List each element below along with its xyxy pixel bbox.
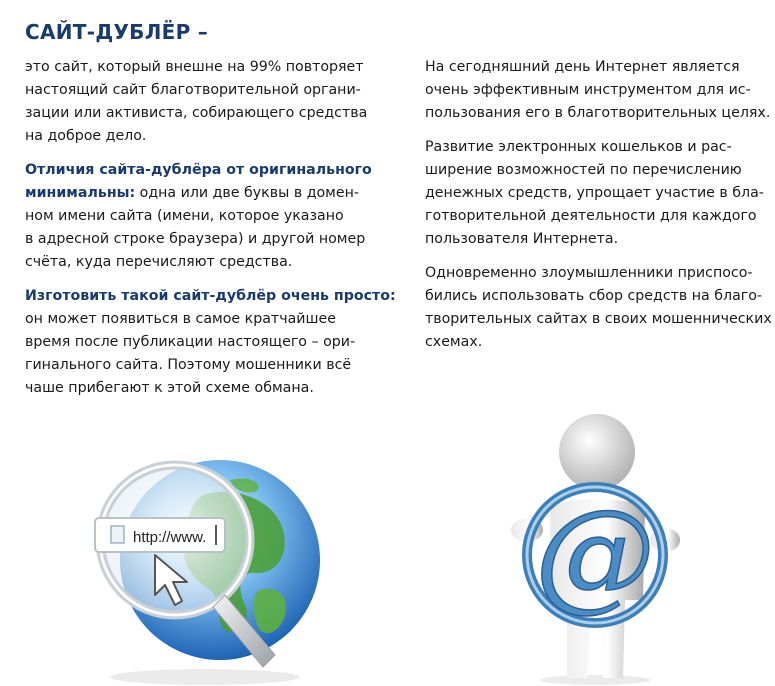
internet-paragraph: На сегодняшний день Интернет является очень эффективным инструментом для ис- пользования его в благотворительных целях. <box>425 59 771 121</box>
person-head <box>559 414 635 490</box>
wallets-paragraph: Развитие электронных кошельков и рас- ширение возможностей по перечислению денежных средств, упрощает участие в бла- готворительной деятельности для каждого пользователя Интернета. <box>425 139 764 247</box>
page-title: САЙТ-ДУБЛЁР – <box>25 20 209 44</box>
right-column <box>425 56 772 365</box>
fraud-paragraph: Одновременно злоумышленники приспосо- бились использовать сбор средств на благо- творительных сайтах в своих мошеннических схемах. <box>425 265 772 350</box>
at-symbol-icon: @ <box>535 485 655 624</box>
ease-paragraph: Изготовить такой сайт-дублёр очень просто: он может появиться в самое кратчайшее время после публикации настоящего – ори- гинального сайта. Поэтому мошенники всё чаше прибегают к этой схеме обмана. <box>25 288 396 396</box>
address-bar-text: http://www. <box>133 529 207 546</box>
person-at-symbol-illustration <box>505 400 685 686</box>
left-column <box>25 56 396 411</box>
differences-paragraph: Отличия сайта-дублёра от оригинального минимальны: одна или две буквы в домен- ном имени сайта (имени, которое указано в адресной строке браузера) и другой номер счёта, куда перечисляют средства. <box>25 162 372 270</box>
globe-magnifier-illustration <box>85 455 330 686</box>
definition-paragraph: это сайт, который внешне на 99% повторяет настоящий сайт благотворительной органи- зации или активиста, собирающего средства на доброе дело. <box>25 59 368 144</box>
